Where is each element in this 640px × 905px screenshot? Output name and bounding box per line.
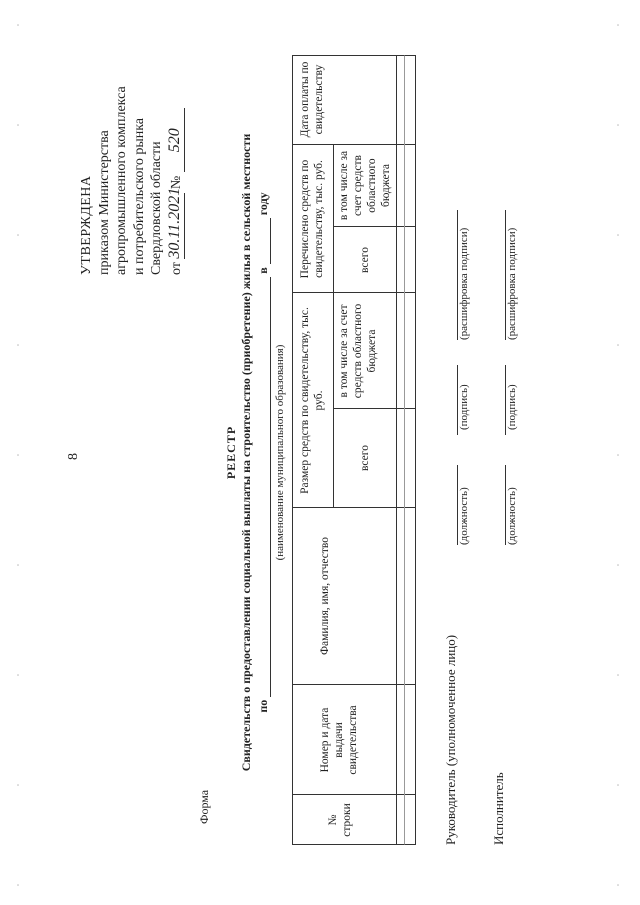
- col-header-row-number: № строки: [327, 803, 353, 837]
- head-position-caption: (должность): [458, 487, 470, 545]
- approval-line-1: приказом Министерства: [96, 130, 112, 275]
- approval-line-2: агропромышленного комплекса: [114, 86, 129, 275]
- col-group-size: Размер средств по свидетельству, тыс. руб.: [299, 307, 325, 494]
- period-mid: в: [256, 267, 270, 274]
- col-group-transferred: Перечислено средств по свидетельству, тыс. руб.: [299, 159, 325, 279]
- head-label: Руководитель (уполномоченное лицо): [443, 634, 458, 845]
- approval-from-prefix: от: [168, 262, 184, 275]
- form-label: Форма: [197, 789, 211, 824]
- approval-heading: УТВЕРЖДЕНА: [79, 175, 94, 275]
- period-suffix: году: [256, 192, 270, 216]
- col-size-total: всего: [359, 445, 371, 471]
- executor-signature-caption: (подпись): [506, 384, 518, 430]
- col-header-certificate: Номер и дата выдачи свидетельства: [319, 705, 359, 775]
- executor-label: Исполнитель: [491, 772, 506, 845]
- executor-position-caption: (должность): [506, 487, 518, 545]
- head-signature-caption: (подпись): [458, 384, 470, 430]
- head-decoding-caption: (расшифровка подписи): [458, 227, 470, 340]
- approval-date: 30.11.2021: [165, 187, 183, 259]
- approval-line-4: Свердловской области: [149, 141, 164, 275]
- period-prefix: по: [256, 699, 270, 713]
- approval-number: 520: [165, 128, 183, 153]
- executor-decoding-caption: (расшифровка подписи): [506, 227, 518, 340]
- registry-title: РЕЕСТР: [224, 425, 238, 480]
- col-header-payment-date: Дата оплаты по свидетельству: [299, 61, 325, 138]
- col-header-full-name: Фамилия, имя, отчество: [319, 536, 331, 656]
- page-number: 8: [66, 453, 81, 460]
- approval-line-3: и потребительского рынка: [131, 117, 147, 275]
- col-transferred-regional: в том числе за счет средств областного бюджета: [338, 150, 392, 221]
- municipality-caption: (наименование муниципального образования): [274, 344, 286, 561]
- col-size-regional: в том числе за счет средств областного бюджета: [338, 303, 378, 399]
- approval-number-prefix: №: [168, 175, 184, 190]
- registry-subtitle: Свидетельств о предоставлении социальной выплаты на строительство (приобретение) жилья в сельской местности: [239, 133, 253, 772]
- col-transferred-total: всего: [359, 247, 371, 273]
